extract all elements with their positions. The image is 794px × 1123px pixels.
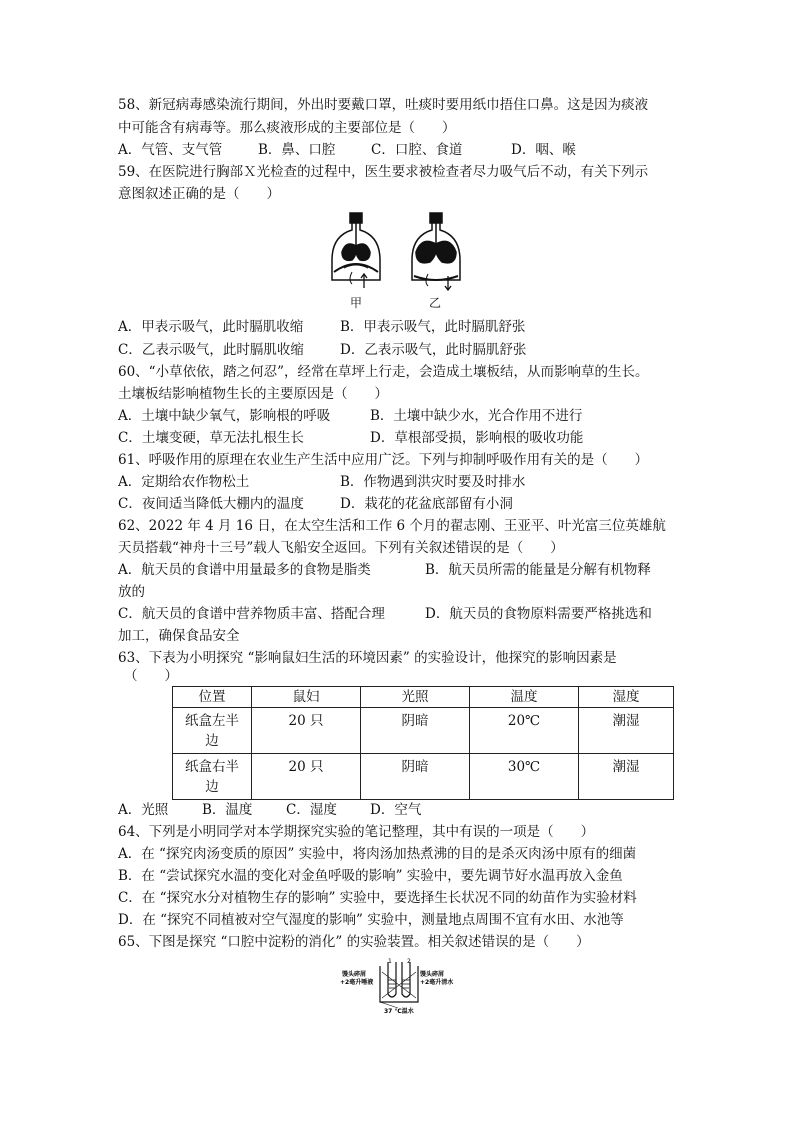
q62-stem-line2: 天员搭载“神舟十三号”载人飞船安全返回。下列有关叙述错误的是（ ） xyxy=(118,540,564,556)
q61-option-c[interactable]: C．夜间适当降低大棚内的温度 xyxy=(118,496,304,512)
left-tube-caption-1: 馒头碎屑 xyxy=(342,971,367,978)
header-woodlouse: 鼠妇 xyxy=(252,687,361,708)
q62-option-a[interactable]: A．航天员的食谱中用量最多的食物是脂类 xyxy=(118,562,371,578)
q58-option-b[interactable]: B．鼻、口腔 xyxy=(258,142,336,158)
q58-option-d[interactable]: D．咽、喉 xyxy=(511,142,576,158)
table-header-row xyxy=(173,687,674,708)
q59-option-c[interactable]: C．乙表示吸气，此时膈肌收缩 xyxy=(118,342,304,358)
q60-option-a[interactable]: A．土壤中缺少氧气，影响根的呼吸 xyxy=(118,408,331,424)
q61-option-b[interactable]: B．作物遇到洪灾时要及时排水 xyxy=(340,474,526,490)
cell-humidity: 潮湿 xyxy=(579,708,674,754)
right-tube-caption-2: +2毫升清水 xyxy=(420,979,454,986)
lung-model-diagram xyxy=(328,210,468,310)
q64-option-b[interactable]: B．在 “尝试探究水温的变化对金鱼呼吸的影响” 实验中，要先调节好水温再放入金鱼 xyxy=(118,868,623,884)
cell-position: 纸盒右半 边 xyxy=(173,754,252,800)
q63-option-d[interactable]: D．空气 xyxy=(370,802,422,818)
q59-option-b[interactable]: B．甲表示吸气，此时膈肌舒张 xyxy=(340,319,526,335)
table-row xyxy=(173,754,674,800)
experiment-table xyxy=(172,686,674,800)
q62-stem-line1: 62、2022 年 4 月 16 日，在太空生活和工作 6 个月的翟志刚、王亚平、叶光富三位英雄航 xyxy=(118,518,666,534)
table-row xyxy=(173,708,674,754)
q61-stem-line1: 61、呼吸作用的原理在农业生产生活中应用广泛。下列与抑制呼吸作用有关的是（ ） xyxy=(118,452,649,468)
q64-stem-line1: 64、下列是小明同学对本学期探究实验的笔记整理，其中有误的一项是（ ） xyxy=(118,824,595,840)
water-bath-beaker xyxy=(380,966,418,1002)
q58-option-a[interactable]: A．气管、支气管 xyxy=(118,142,223,158)
q64-option-a[interactable]: A．在 “探究肉汤变质的原因” 实验中，将肉汤加热煮沸的目的是杀灭肉汤中原有的细菌 xyxy=(118,846,637,862)
q64-option-c[interactable]: C．在 “探究水分对植物生存的影响” 实验中，要选择生长状况不同的幼苗作为实验材料 xyxy=(118,890,637,906)
q63-option-a[interactable]: A．光照 xyxy=(118,802,169,818)
q62-option-d-line1[interactable]: D．航天员的食物原料需要严格挑选和 xyxy=(425,606,652,622)
q63-stem-line2: （ ） xyxy=(124,668,178,684)
label-jia: 甲 xyxy=(350,296,363,310)
jar-yi xyxy=(412,213,460,290)
q58-stem-line2: 中可能含有病毒等。那么痰液形成的主要部位是（ ） xyxy=(118,120,456,136)
q62-option-c[interactable]: C．航天员的食谱中营养物质丰富、搭配合理 xyxy=(118,606,385,622)
cell-light: 阴暗 xyxy=(361,754,470,800)
starch-digestion-apparatus xyxy=(340,958,456,1016)
q58-stem-line1: 58、新冠病毒感染流行期间，外出时要戴口罩，吐痰时要用纸巾捂住口鼻。这是因为痰液 xyxy=(118,97,649,113)
cell-temperature: 30℃ xyxy=(470,754,579,800)
q65-stem-line1: 65、下图是探究 “口腔中淀粉的消化” 的实验装置。相关叙述错误的是（ ） xyxy=(118,934,590,950)
q60-stem-line2: 土壤板结影响植物生长的主要原因是（ ） xyxy=(118,386,388,402)
q63-option-b[interactable]: B．温度 xyxy=(202,802,253,818)
header-humidity: 湿度 xyxy=(579,687,674,708)
q59-option-d[interactable]: D．乙表示吸气，此时膈肌舒张 xyxy=(340,342,527,358)
cell-light: 阴暗 xyxy=(361,708,470,754)
cell-position: 纸盒左半 边 xyxy=(173,708,252,754)
cell-count: 20 只 xyxy=(252,708,361,754)
water-bath-caption: 37 ℃温水 xyxy=(384,1008,414,1015)
right-tube-caption-1: 馒头碎屑 xyxy=(420,971,445,978)
jar-jia xyxy=(332,213,380,288)
q60-option-d[interactable]: D．草根部受损，影响根的吸收功能 xyxy=(370,430,584,446)
tube-2-label: 2 xyxy=(407,958,411,965)
q61-option-d[interactable]: D．栽花的花盆底部留有小洞 xyxy=(340,496,513,512)
q64-option-d[interactable]: D．在 “探究不同植被对空气湿度的影响” 实验中，测量地点周围不宜有水田、水池等 xyxy=(118,912,624,928)
label-yi: 乙 xyxy=(429,296,442,310)
cell-temperature: 20℃ xyxy=(470,708,579,754)
q62-option-b-line1[interactable]: B．航天员所需的能量是分解有机物释 xyxy=(425,562,651,578)
q61-option-a[interactable]: A．定期给农作物松土 xyxy=(118,474,250,490)
header-light: 光照 xyxy=(361,687,470,708)
q63-option-c[interactable]: C．湿度 xyxy=(286,802,337,818)
q62-option-b-line2[interactable]: 放的 xyxy=(118,584,145,600)
cell-humidity: 潮湿 xyxy=(579,754,674,800)
q59-stem-line2: 意图叙述正确的是（ ） xyxy=(118,186,280,202)
header-position: 位置 xyxy=(173,687,252,708)
q62-option-d-line2[interactable]: 加工，确保食品安全 xyxy=(118,628,240,644)
q58-option-c[interactable]: C．口腔、食道 xyxy=(371,142,463,158)
q60-stem-line1: 60、“小草依依，踏之何忍”，经常在草坪上行走，会造成土壤板结，从而影响草的生长。 xyxy=(118,364,649,380)
header-temperature: 温度 xyxy=(470,687,579,708)
q63-stem-line1: 63、下表为小明探究 “影响鼠妇生活的环境因素” 的实验设计，他探究的影响因素是 xyxy=(118,650,617,666)
tube-1-label: 1 xyxy=(388,958,392,965)
q59-option-a[interactable]: A．甲表示吸气，此时膈肌收缩 xyxy=(118,319,304,335)
left-tube-caption-2: +2毫升唾液 xyxy=(340,979,374,986)
q60-option-c[interactable]: C．土壤变硬，草无法扎根生长 xyxy=(118,430,304,446)
q59-stem-line1: 59、在医院进行胸部Ｘ光检查的过程中，医生要求被检查者尽力吸气后不动，有关下列示 xyxy=(118,164,649,180)
cell-count: 20 只 xyxy=(252,754,361,800)
q60-option-b[interactable]: B．土壤中缺少水，光合作用不进行 xyxy=(370,408,583,424)
